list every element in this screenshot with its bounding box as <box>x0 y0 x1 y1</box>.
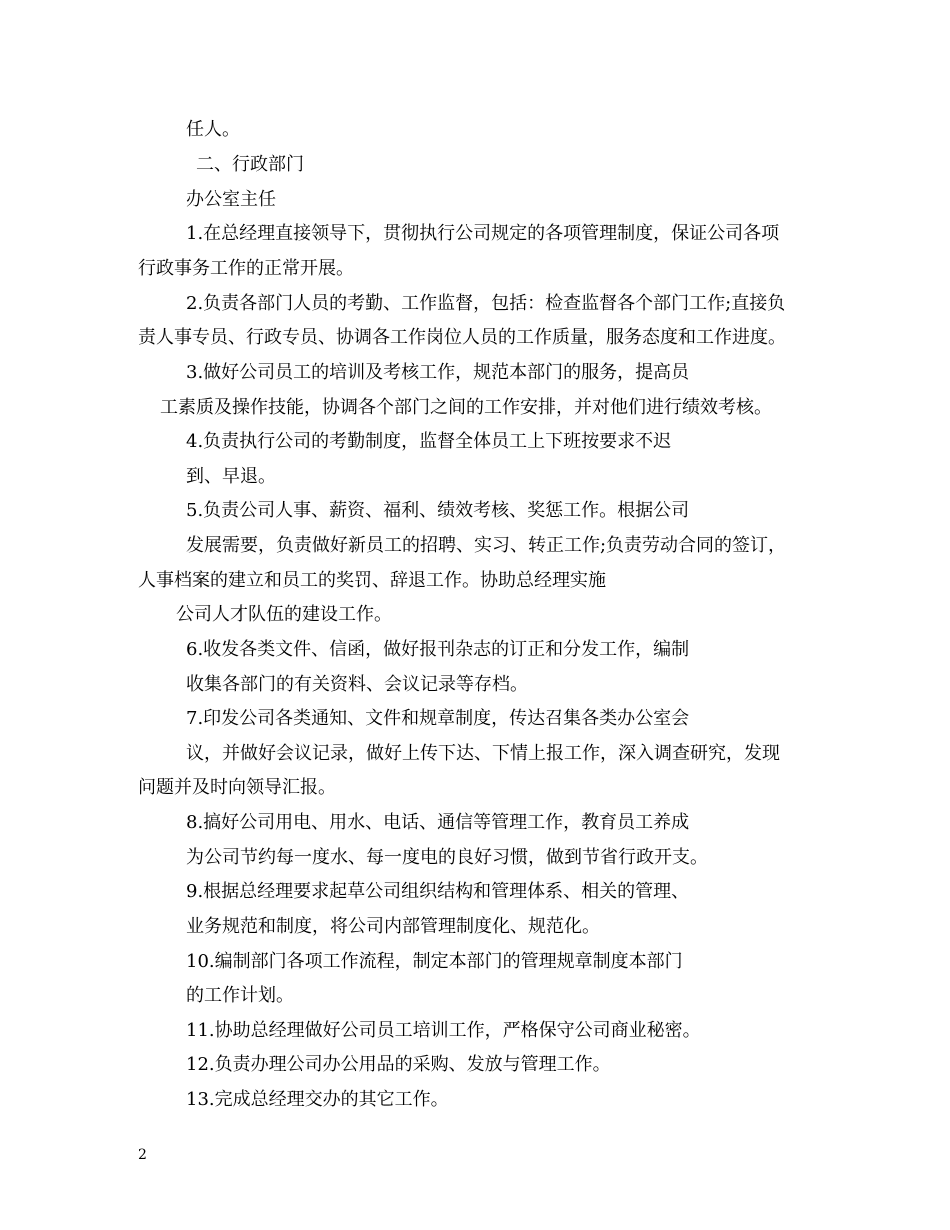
text-line: 5.负责公司人事、薪资、福利、绩效考核、奖惩工作。根据公司 <box>186 500 690 521</box>
text-line: 行政事务工作的正常开展。 <box>138 258 354 279</box>
text-line: 发展需要，负责做好新员工的招聘、实习、转正工作;负责劳动合同的签订， <box>186 535 787 556</box>
text-line: 任人。 <box>186 119 240 140</box>
text-line: 4.负责执行公司的考勤制度，监督全体员工上下班按要求不迟 <box>186 431 672 452</box>
text-line: 11.协助总经理做好公司员工培训工作，严格保守公司商业秘密。 <box>186 1020 701 1041</box>
page-number: 2 <box>138 1147 147 1163</box>
text-line: 12.负责办理公司办公用品的采购、发放与管理工作。 <box>186 1054 611 1075</box>
text-line: 的工作计划。 <box>186 985 294 1006</box>
text-line: 1.在总经理直接领导下，贯彻执行公司规定的各项管理制度，保证公司各项 <box>186 223 780 244</box>
text-line: 10.编制部门各项工作流程，制定本部门的管理规章制度本部门 <box>186 951 683 972</box>
text-line: 3.做好公司员工的培训及考核工作，规范本部门的服务，提高员 <box>186 362 690 383</box>
text-line: 6.收发各类文件、信函，做好报刊杂志的订正和分发工作，编制 <box>186 639 690 660</box>
text-line: 收集各部门的有关资料、会议记录等存档。 <box>186 674 528 695</box>
text-line: 到、早退。 <box>186 466 276 487</box>
text-line: 7.印发公司各类通知、文件和规章制度，传达召集各类办公室会 <box>186 708 690 729</box>
text-line: 9.根据总经理要求起草公司组织结构和管理体系、相关的管理、 <box>186 881 690 902</box>
text-line: 公司人才队伍的建设工作。 <box>176 604 392 625</box>
section-heading: 二、行政部门 <box>196 154 304 175</box>
text-line: 13.完成总经理交办的其它工作。 <box>186 1089 449 1110</box>
text-line: 业务规范和制度，将公司内部管理制度化、规范化。 <box>186 916 600 937</box>
text-line: 工素质及操作技能，协调各个部门之间的工作安排，并对他们进行绩效考核。 <box>160 397 772 418</box>
text-line: 8.搞好公司用电、用水、电话、通信等管理工作，教育员工养成 <box>186 812 690 833</box>
text-line: 为公司节约每一度水、每一度电的良好习惯，做到节省行政开支。 <box>186 847 708 868</box>
text-line: 问题并及时向领导汇报。 <box>138 777 336 798</box>
text-line: 2.负责各部门人员的考勤、工作监督，包括：检查监督各个部门工作;直接负 <box>186 293 786 314</box>
subsection-heading: 办公室主任 <box>186 189 276 210</box>
text-line: 人事档案的建立和员工的奖罚、辞退工作。协助总经理实施 <box>138 570 606 591</box>
text-line: 责人事专员、行政专员、协调各工作岗位人员的工作质量，服务态度和工作进度。 <box>138 327 786 348</box>
text-line: 议，并做好会议记录，做好上传下达、下情上报工作，深入调查研究，发现 <box>186 743 780 764</box>
